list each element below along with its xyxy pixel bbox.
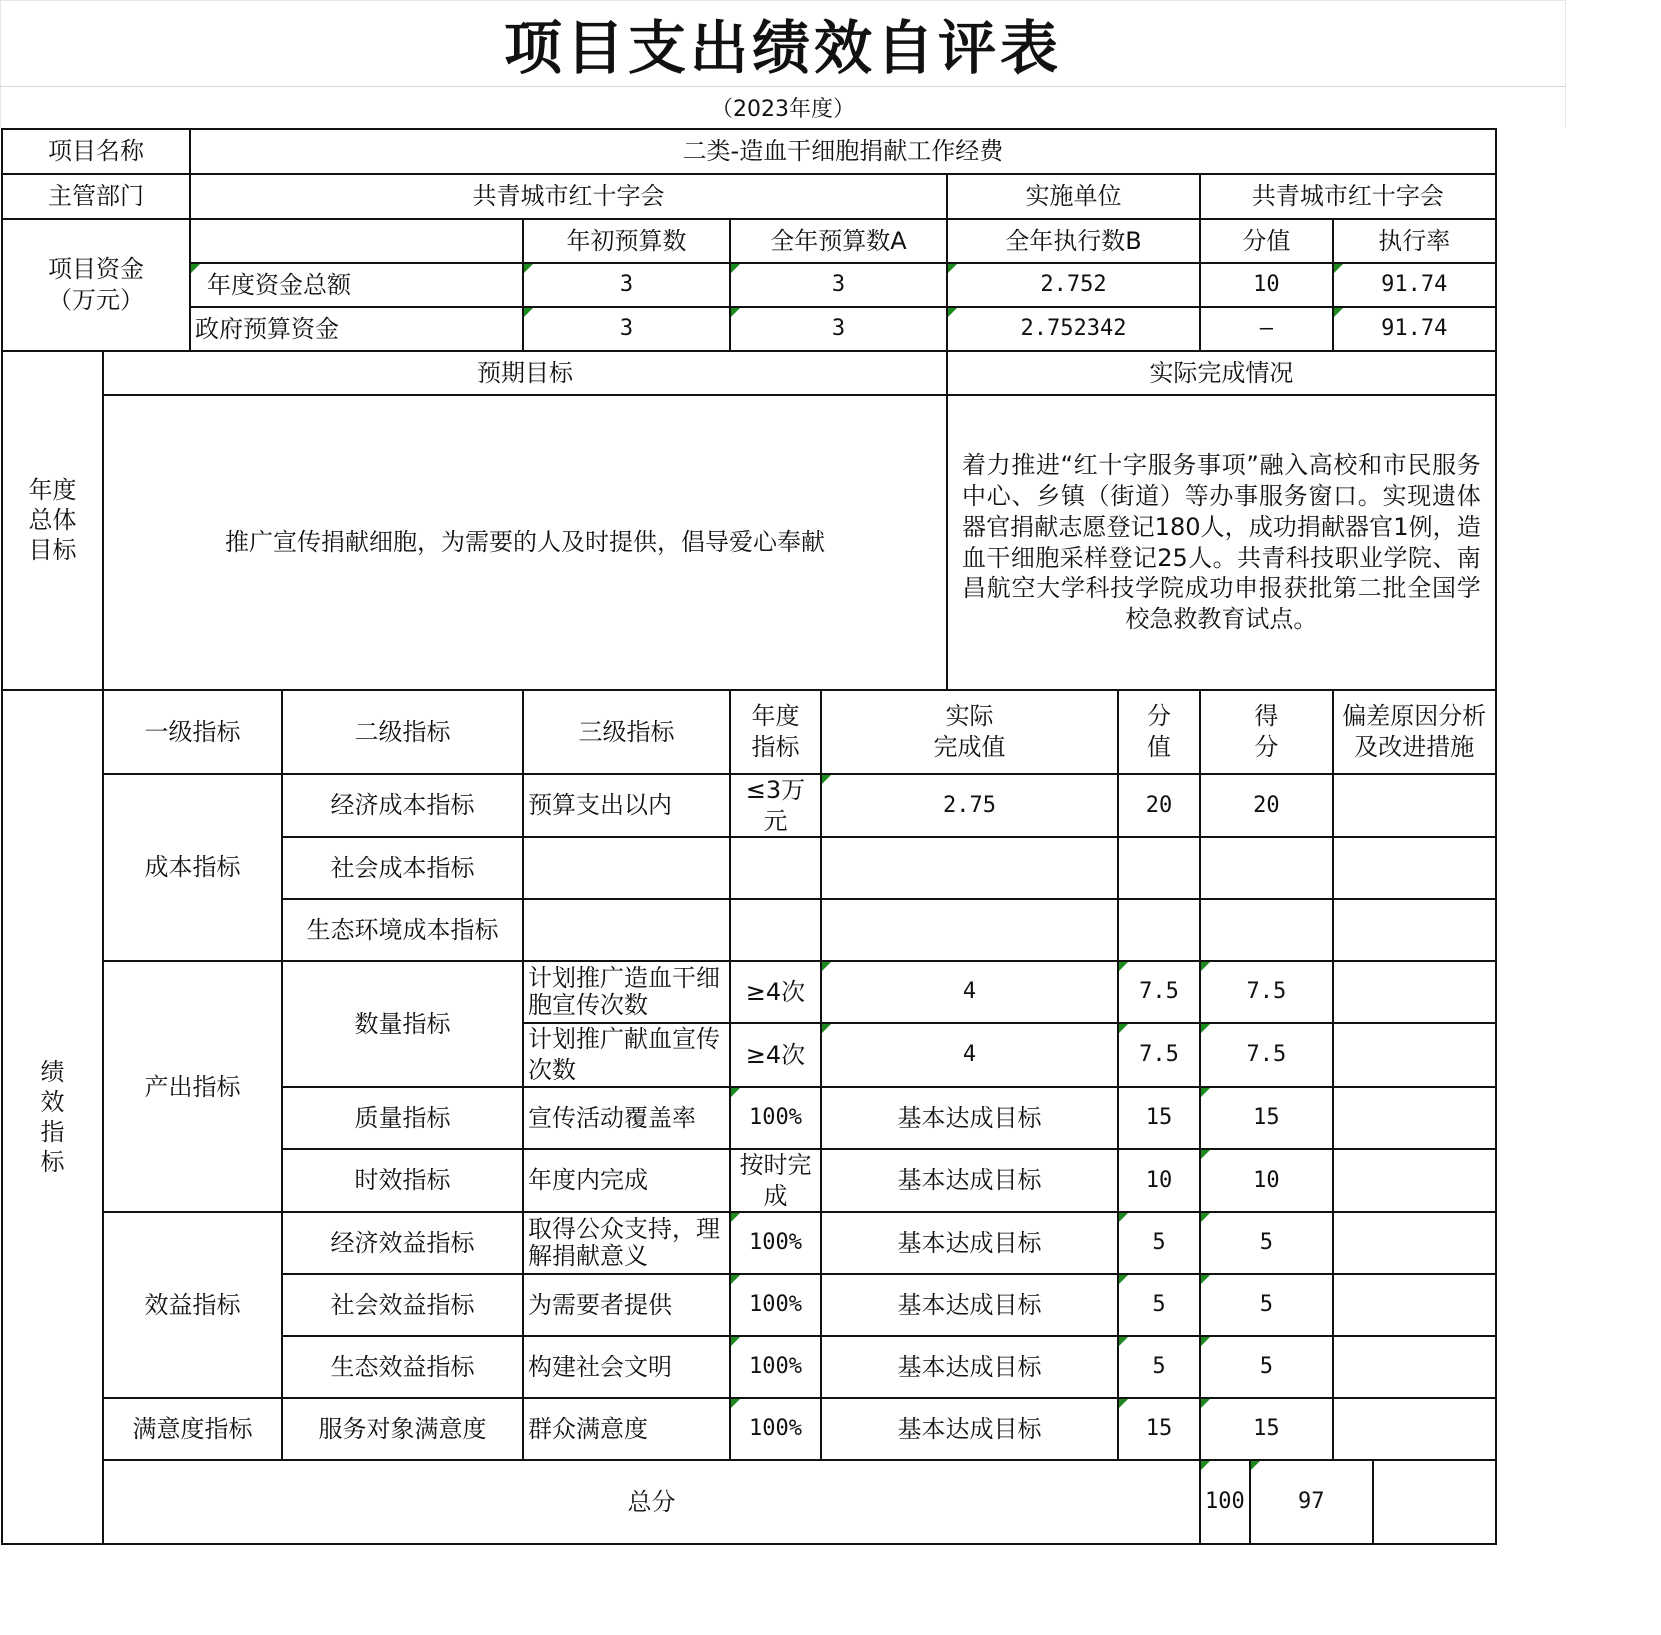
indicator-target: ≥4次 bbox=[730, 961, 821, 1023]
indicator-level2: 数量指标 bbox=[282, 961, 523, 1086]
indicator-level3: 群众满意度 bbox=[523, 1398, 730, 1460]
indicator-level2: 生态效益指标 bbox=[282, 1336, 523, 1398]
funds-row-gov-name: 政府预算资金 bbox=[190, 307, 523, 351]
funds-header-executed: 全年执行数B bbox=[947, 219, 1200, 263]
funds-header-rate: 执行率 bbox=[1333, 219, 1496, 263]
indicators-header-deviation-line1: 偏差原因分析 bbox=[1342, 702, 1487, 731]
indicator-level2: 经济成本指标 bbox=[282, 774, 523, 837]
indicator-value: 5 bbox=[1118, 1274, 1200, 1336]
indicator-actual: 2.75 bbox=[821, 774, 1118, 837]
indicator-level3 bbox=[523, 837, 730, 899]
page-subtitle-year: （2023年度） bbox=[711, 96, 855, 122]
indicator-actual: 4 bbox=[821, 961, 1118, 1023]
funds-row-gov-score-value: — bbox=[1200, 307, 1333, 351]
indicator-actual bbox=[821, 837, 1118, 899]
indicator-level2: 社会效益指标 bbox=[282, 1274, 523, 1336]
indicator-deviation bbox=[1333, 1149, 1496, 1212]
indicator-group-benefit: 效益指标 bbox=[103, 1212, 282, 1398]
indicator-actual: 基本达成目标 bbox=[821, 1212, 1118, 1274]
total-value: 100 bbox=[1200, 1460, 1250, 1544]
indicator-deviation bbox=[1333, 774, 1496, 837]
indicators-header-score-value-line2: 值 bbox=[1147, 733, 1171, 761]
indicator-target: 100% bbox=[730, 1398, 821, 1460]
indicator-group-satisfaction: 满意度指标 bbox=[103, 1398, 282, 1460]
indicator-actual bbox=[821, 899, 1118, 961]
funds-header-annual: 全年预算数A bbox=[730, 219, 947, 263]
dept-label: 主管部门 bbox=[2, 174, 190, 219]
indicator-target: 100% bbox=[730, 1087, 821, 1149]
indicators-header-annual-target bbox=[730, 690, 821, 774]
indicator-deviation bbox=[1333, 1274, 1496, 1336]
indicator-target: 100% bbox=[730, 1212, 821, 1274]
project-name-value: 二类-造血干细胞捐献工作经费 bbox=[190, 129, 1496, 174]
indicator-level3: 取得公众支持，理解捐献意义 bbox=[523, 1212, 730, 1274]
indicator-deviation bbox=[1333, 1087, 1496, 1149]
indicator-target: 按时完成 bbox=[730, 1149, 821, 1212]
total-score: 97 bbox=[1250, 1460, 1373, 1544]
indicator-level3: 为需要者提供 bbox=[523, 1274, 730, 1336]
impl-unit-value: 共青城市红十字会 bbox=[1200, 174, 1496, 219]
indicators-header-score bbox=[1200, 690, 1333, 774]
funds-row-gov-executed: 2.752342 bbox=[947, 307, 1200, 351]
indicator-deviation bbox=[1333, 961, 1496, 1023]
indicators-header-level1: 一级指标 bbox=[103, 690, 282, 774]
goals-expected-text: 推广宣传捐献细胞，为需要的人及时提供，倡导爱心奉献 bbox=[103, 395, 947, 690]
indicators-header-actual-value-line1: 实际 bbox=[945, 702, 994, 731]
indicators-header-annual-target-line2: 指标 bbox=[751, 733, 800, 761]
indicator-deviation bbox=[1333, 837, 1496, 899]
indicators-header-annual-target-line1: 年度 bbox=[751, 702, 800, 731]
page-title: 项目支出绩效自评表 bbox=[0, 0, 1566, 87]
indicator-actual: 基本达成目标 bbox=[821, 1087, 1118, 1149]
goals-actual-cell bbox=[947, 395, 1496, 690]
indicator-actual: 基本达成目标 bbox=[821, 1336, 1118, 1398]
indicator-level3: 计划推广造血干细胞宣传次数 bbox=[523, 961, 730, 1023]
indicator-deviation bbox=[1333, 1212, 1496, 1274]
funds-header-initial: 年初预算数 bbox=[523, 219, 730, 263]
funds-label bbox=[2, 219, 190, 351]
impl-unit-label: 实施单位 bbox=[947, 174, 1200, 219]
indicators-section-char-4: 标 bbox=[40, 1147, 65, 1176]
indicator-actual: 4 bbox=[821, 1023, 1118, 1086]
goals-actual-header: 实际完成情况 bbox=[947, 351, 1496, 395]
total-deviation bbox=[1373, 1460, 1496, 1544]
indicator-value bbox=[1118, 837, 1200, 899]
goals-expected-header: 预期目标 bbox=[103, 351, 947, 395]
indicators-header-score-value bbox=[1118, 690, 1200, 774]
project-name-label: 项目名称 bbox=[2, 129, 190, 174]
indicators-header-actual-value bbox=[821, 690, 1118, 774]
indicator-level3: 构建社会文明 bbox=[523, 1336, 730, 1398]
indicator-deviation bbox=[1333, 1398, 1496, 1460]
goals-label-line2: 总体 bbox=[28, 506, 77, 535]
indicator-group-cost: 成本指标 bbox=[103, 774, 282, 961]
indicator-actual: 基本达成目标 bbox=[821, 1274, 1118, 1336]
indicator-level2: 服务对象满意度 bbox=[282, 1398, 523, 1460]
indicator-level2: 时效指标 bbox=[282, 1149, 523, 1212]
indicator-value: 5 bbox=[1118, 1336, 1200, 1398]
indicator-target bbox=[730, 837, 821, 899]
funds-header-score-value: 分值 bbox=[1200, 219, 1333, 263]
goals-actual-text: 着力推进“红十字服务事项”融入高校和市民服务中心、乡镇（街道）等办事服务窗口。实现遗体器官捐献志愿登记180人，成功捐献器官1例，造血干细胞采样登记25人。共青科技职业学院、南昌航空大学科技学院成功申报获批第二批全国学校急救教育试点。 bbox=[962, 451, 1481, 633]
indicator-level3: 预算支出以内 bbox=[523, 774, 730, 837]
indicator-level2: 经济效益指标 bbox=[282, 1212, 523, 1274]
indicator-target bbox=[730, 899, 821, 961]
indicator-score: 15 bbox=[1200, 1087, 1333, 1149]
funds-label-line2: （万元） bbox=[48, 286, 144, 314]
indicator-deviation bbox=[1333, 1336, 1496, 1398]
indicator-value bbox=[1118, 899, 1200, 961]
funds-row-gov-rate: 91.74 bbox=[1333, 307, 1496, 351]
indicator-score bbox=[1200, 899, 1333, 961]
indicator-actual: 基本达成目标 bbox=[821, 1149, 1118, 1212]
indicator-level3: 计划推广献血宣传次数 bbox=[523, 1023, 730, 1086]
indicator-score: 10 bbox=[1200, 1149, 1333, 1212]
indicator-score bbox=[1200, 837, 1333, 899]
indicator-score: 5 bbox=[1200, 1336, 1333, 1398]
indicators-section-label bbox=[2, 690, 103, 1544]
indicator-value: 10 bbox=[1118, 1149, 1200, 1212]
indicator-score: 15 bbox=[1200, 1398, 1333, 1460]
indicator-value: 15 bbox=[1118, 1087, 1200, 1149]
indicators-header-level2: 二级指标 bbox=[282, 690, 523, 774]
indicator-level3: 宣传活动覆盖率 bbox=[523, 1087, 730, 1149]
indicators-header-actual-value-line2: 完成值 bbox=[933, 733, 1006, 761]
funds-label-line1: 项目资金 bbox=[48, 255, 144, 284]
indicators-header-deviation bbox=[1333, 690, 1496, 774]
indicators-header-score-value-line1: 分 bbox=[1147, 702, 1171, 731]
indicator-level3: 年度内完成 bbox=[523, 1149, 730, 1212]
indicator-value: 7.5 bbox=[1118, 961, 1200, 1023]
indicator-value: 5 bbox=[1118, 1212, 1200, 1274]
funds-row-total-score-value: 10 bbox=[1200, 263, 1333, 307]
indicator-target: 100% bbox=[730, 1274, 821, 1336]
funds-row-total-name: 年度资金总额 bbox=[190, 263, 523, 307]
indicator-target: ≤3万元 bbox=[730, 774, 821, 837]
indicators-header-deviation-line2: 及改进措施 bbox=[1354, 733, 1475, 761]
indicator-value: 15 bbox=[1118, 1398, 1200, 1460]
funds-row-total-executed: 2.752 bbox=[947, 263, 1200, 307]
indicators-header-level3: 三级指标 bbox=[523, 690, 730, 774]
indicator-score: 20 bbox=[1200, 774, 1333, 837]
total-label: 总分 bbox=[103, 1460, 1200, 1544]
goals-label-line1: 年度 bbox=[28, 476, 77, 505]
funds-row-gov-initial: 3 bbox=[523, 307, 730, 351]
indicator-group-output: 产出指标 bbox=[103, 961, 282, 1212]
indicators-section-char-1: 绩 bbox=[40, 1057, 65, 1086]
indicator-value: 20 bbox=[1118, 774, 1200, 837]
evaluation-table bbox=[1, 128, 1497, 1545]
indicator-level2: 生态环境成本指标 bbox=[282, 899, 523, 961]
indicator-level2: 质量指标 bbox=[282, 1087, 523, 1149]
indicator-deviation bbox=[1333, 899, 1496, 961]
funds-row-total-rate: 91.74 bbox=[1333, 263, 1496, 307]
indicator-score: 7.5 bbox=[1200, 1023, 1333, 1086]
indicators-section-char-2: 效 bbox=[40, 1087, 65, 1116]
indicators-header-score-line1: 得 bbox=[1254, 702, 1279, 731]
goals-label-line3: 目标 bbox=[28, 536, 77, 565]
indicator-score: 5 bbox=[1200, 1274, 1333, 1336]
indicator-level2: 社会成本指标 bbox=[282, 837, 523, 899]
indicator-value: 7.5 bbox=[1118, 1023, 1200, 1086]
funds-header-blank bbox=[190, 219, 523, 263]
goals-label bbox=[2, 351, 103, 690]
indicator-level3 bbox=[523, 899, 730, 961]
indicators-header-score-line2: 分 bbox=[1254, 733, 1279, 761]
funds-row-total-initial: 3 bbox=[523, 263, 730, 307]
indicators-section-char-3: 指 bbox=[40, 1117, 65, 1146]
funds-row-total-annual: 3 bbox=[730, 263, 947, 307]
indicator-deviation bbox=[1333, 1023, 1496, 1086]
indicator-target: ≥4次 bbox=[730, 1023, 821, 1086]
indicator-target: 100% bbox=[730, 1336, 821, 1398]
indicator-score: 7.5 bbox=[1200, 961, 1333, 1023]
indicator-score: 5 bbox=[1200, 1212, 1333, 1274]
funds-row-gov-annual: 3 bbox=[730, 307, 947, 351]
indicator-actual: 基本达成目标 bbox=[821, 1398, 1118, 1460]
dept-value: 共青城市红十字会 bbox=[190, 174, 947, 219]
